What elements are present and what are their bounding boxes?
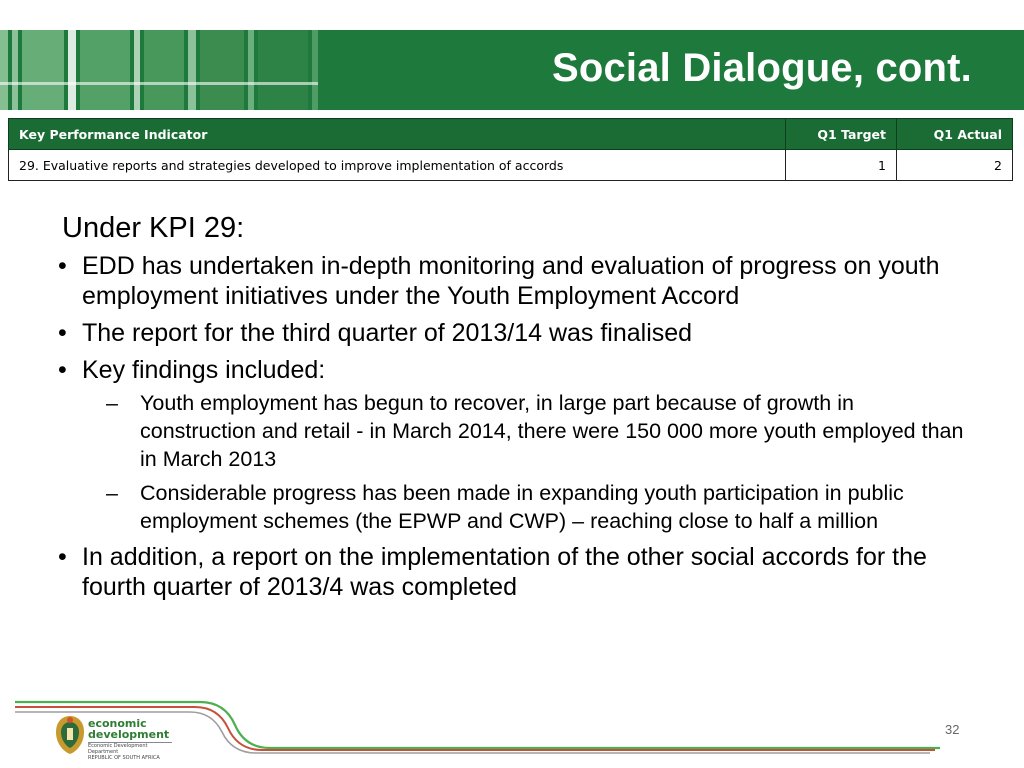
bullet-text: The report for the third quarter of 2013/14 was finalised xyxy=(82,319,693,348)
bullet-list xyxy=(58,251,967,602)
bullet-text: EDD has undertaken in-depth monitoring and evaluation of progress on youth employment initiatives under the Youth Employment Accord xyxy=(82,252,940,311)
sub-bullet-list xyxy=(82,389,967,535)
bullet-text: In addition, a report on the implementation of the other social accords for the fourth quarter of 2013/4 was completed xyxy=(82,543,927,602)
kpi-actual-cell: 2 xyxy=(897,150,1013,181)
table-row xyxy=(9,150,1013,181)
list-item xyxy=(58,251,967,311)
bullet-marker: • xyxy=(58,543,67,572)
sub-bullet-text: Considerable progress has been made in expanding youth participation in public employment schemes (the EPWP and CWP) – reaching close to half a million xyxy=(140,481,904,534)
brand-line-2: development xyxy=(88,728,170,741)
sub-bullet-text: Youth employment has begun to recover, in large part because of growth in construction and retail - in March 2014, there were 150 000 more youth employed than in March 2013 xyxy=(140,391,964,472)
list-item xyxy=(58,542,967,602)
kpi-header-q1-actual: Q1 Actual xyxy=(897,119,1013,150)
header-stripes-decoration xyxy=(0,30,330,110)
brand-subtitle xyxy=(88,742,172,761)
kpi-header-q1-target: Q1 Target xyxy=(786,119,897,150)
kpi-target-cell: 1 xyxy=(786,150,897,181)
list-item xyxy=(58,355,967,535)
page-number: 32 xyxy=(945,722,960,737)
kpi-table xyxy=(8,118,1013,181)
kpi-header-indicator: Key Performance Indicator xyxy=(9,119,786,150)
coat-of-arms-icon xyxy=(52,714,88,756)
kpi-table-header-row xyxy=(9,119,1013,150)
sub-list-item xyxy=(102,389,967,473)
bullet-marker: • xyxy=(58,319,67,348)
bullet-marker: • xyxy=(58,252,67,281)
sub-list-item xyxy=(102,479,967,535)
brand-wordmark xyxy=(88,718,169,740)
header-band xyxy=(0,30,1024,110)
brand-sub-line-2: REPUBLIC OF SOUTH AFRICA xyxy=(88,755,160,761)
brand-sub-line-1: Economic Development Department xyxy=(88,743,148,755)
brand-line-1: economic xyxy=(88,717,147,730)
list-item xyxy=(58,318,967,348)
slide-body xyxy=(58,212,967,609)
dash-marker: – xyxy=(106,481,118,506)
dash-marker: – xyxy=(106,391,118,416)
page-title: Social Dialogue, cont. xyxy=(551,46,972,90)
bullet-marker: • xyxy=(58,356,67,385)
kpi-indicator-cell: 29. Evaluative reports and strategies developed to improve implementation of accords xyxy=(9,150,786,181)
bullet-text: Key findings included: xyxy=(82,356,326,385)
intro-heading: Under KPI 29: xyxy=(62,212,245,244)
